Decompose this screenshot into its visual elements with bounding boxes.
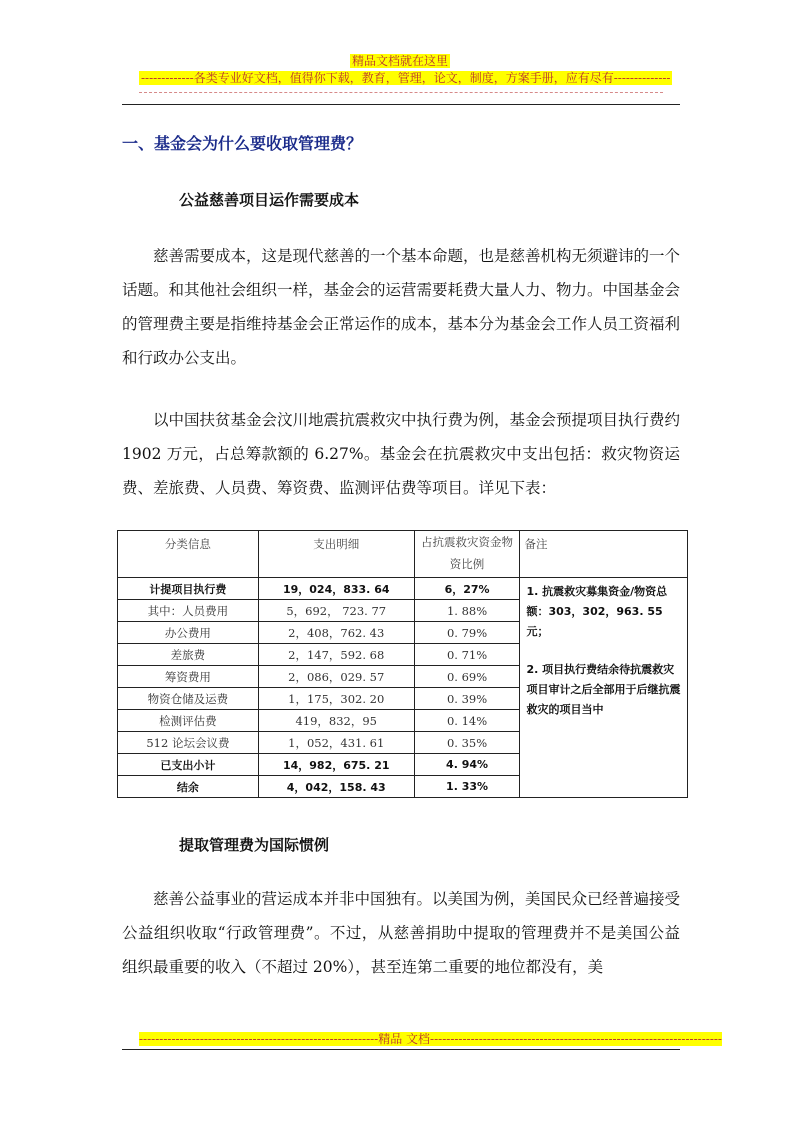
cell-amount: 4，042，158. 43 xyxy=(258,776,414,798)
cell-category: 办公费用 xyxy=(118,622,259,644)
section-title: 一、基金会为什么要收取管理费？ xyxy=(122,134,363,153)
cell-amount: 419，832，95 xyxy=(258,710,414,732)
table-header-row xyxy=(118,531,688,578)
cell-ratio: 6，27% xyxy=(414,578,520,600)
cell-amount: 19，024，833. 64 xyxy=(258,578,414,600)
cell-category: 已支出小计 xyxy=(118,754,259,776)
header-ratio: 占抗震救灾资金物资比例 xyxy=(414,531,520,578)
header-category: 分类信息 xyxy=(118,531,259,578)
notes-cell xyxy=(520,578,688,798)
paragraph-international: 慈善公益事业的营运成本并非中国独有。以美国为例，美国民众已经普遍接受公益组织收取“行政管理费”。不过，从慈善捐助中提取的管理费并不是美国公益组织最重要的收入（不超过 20%），甚至连第二重要的地位都没有，美 xyxy=(122,890,681,976)
cell-amount: 2，408，762. 43 xyxy=(258,622,414,644)
cell-ratio: 0. 14% xyxy=(414,710,520,732)
cell-ratio: 1. 33% xyxy=(414,776,520,798)
cell-amount: 5，692， 723. 77 xyxy=(258,600,414,622)
cell-ratio: 0. 39% xyxy=(414,688,520,710)
footer-rule xyxy=(122,1049,680,1050)
cell-ratio: 0. 69% xyxy=(414,666,520,688)
header-rule xyxy=(122,104,680,105)
note-1: 1. 抗震救灾募集资金/物资总额：303，302，963. 55 元； xyxy=(526,585,668,638)
cell-category: 筹资费用 xyxy=(118,666,259,688)
cell-category: 计提项目执行费 xyxy=(118,578,259,600)
header-notes: 备注 xyxy=(520,531,688,578)
cell-ratio: 0. 35% xyxy=(414,732,520,754)
subheading-cost: 公益慈善项目运作需要成本 xyxy=(179,191,360,209)
subheading-international: 提取管理费为国际惯例 xyxy=(179,836,330,854)
cell-ratio: 0. 79% xyxy=(414,622,520,644)
cell-category: 结余 xyxy=(118,776,259,798)
expense-table xyxy=(117,530,688,798)
table-body xyxy=(118,578,688,798)
note-2: 2. 项目执行费结余待抗震救灾项目审计之后全部用于后继抗震救灾的项目当中 xyxy=(526,663,681,716)
header-dashed-rule xyxy=(139,92,663,95)
cell-category: 检测评估费 xyxy=(118,710,259,732)
cell-amount: 1，175，302. 20 xyxy=(258,688,414,710)
paragraph-example: 以中国扶贫基金会汶川地震抗震救灾中执行费为例，基金会预提项目执行费约 1902 万元，占总筹款额的 6.27%。基金会在抗震救灾中支出包括：救灾物资运费、差旅费、人员费、筹资费、监测评估费等项目。详见下表： xyxy=(122,411,681,497)
cell-amount: 14，982，675. 21 xyxy=(258,754,414,776)
cell-category: 其中：人员费用 xyxy=(118,600,259,622)
cell-ratio: 0. 71% xyxy=(414,644,520,666)
cell-ratio: 4. 94% xyxy=(414,754,520,776)
cell-category: 物资仓储及运费 xyxy=(118,688,259,710)
header-tagline: -------------各类专业好文档，值得你下载，教育，管理，论文，制度，方案手册，应有尽有-------------- xyxy=(141,71,671,85)
table-row xyxy=(118,578,688,600)
cell-category: 差旅费 xyxy=(118,644,259,666)
paragraph-cost: 慈善需要成本，这是现代慈善的一个基本命题，也是慈善机构无须避讳的一个话题。和其他社会组织一样，基金会的运营需要耗费大量人力、物力。中国基金会的管理费主要是指维持基金会正常运作的成本，基本分为基金会工作人员工资福利和行政办公支出。 xyxy=(122,247,681,367)
cell-category: 512 论坛会议费 xyxy=(118,732,259,754)
cell-amount: 2，086，029. 57 xyxy=(258,666,414,688)
cell-amount: 1，052，431. 61 xyxy=(258,732,414,754)
cell-ratio: 1. 88% xyxy=(414,600,520,622)
footer-banner: -----------------------------------------------------------精品 文档------------------------------------------------------------------------ xyxy=(139,1032,722,1046)
header-title: 精品文档就在这里 xyxy=(351,54,448,68)
cell-amount: 2，147，592. 68 xyxy=(258,644,414,666)
header-amount: 支出明细 xyxy=(258,531,414,578)
